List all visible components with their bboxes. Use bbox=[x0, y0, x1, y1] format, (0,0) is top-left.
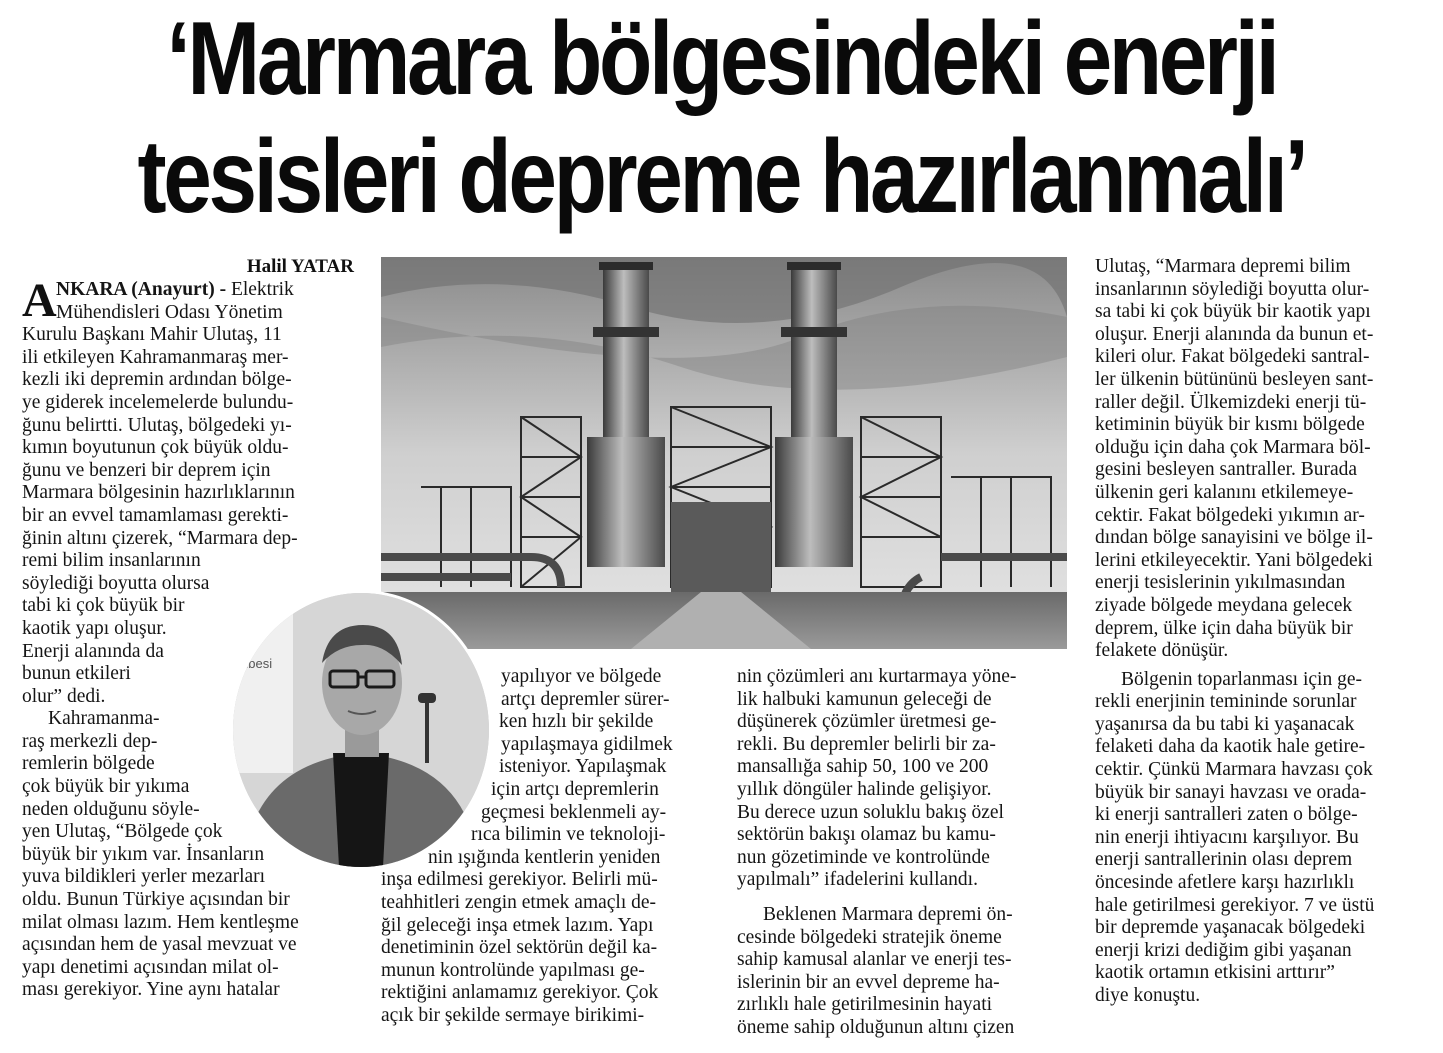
column-4-line: olduğu için daha çok Marmara böl- bbox=[1095, 436, 1371, 458]
column-4-line: Bölgenin toparlanması için ge- bbox=[1121, 668, 1362, 690]
column-4-line: oluşur. Enerji alanında da bunun et- bbox=[1095, 323, 1374, 345]
column-1-line: açısından hem de yasal mevzuat ve bbox=[22, 934, 297, 956]
column-4-line: sa tabi ki çok büyük bir kaotik yapı bbox=[1095, 301, 1371, 323]
column-3-line: islerinin bir an evvel depreme ha- bbox=[737, 971, 1000, 993]
column-2-line: artçı depremler sürer- bbox=[501, 688, 670, 710]
column-1-line: yen Ulutaş, “Bölgede çok bbox=[22, 821, 223, 843]
column-2-line: nin ışığında kentlerin yeniden bbox=[428, 846, 661, 868]
column-3-line: yapılmalı” ifadelerini kullandı. bbox=[737, 869, 978, 891]
headline-line-1: ‘Marmara bölgesindeki enerji bbox=[166, 1, 1277, 117]
power-plant-photo bbox=[381, 257, 1067, 649]
column-1-line: kezli iki depremin ardından bölge- bbox=[22, 369, 292, 391]
column-3-line: düşünerek çözümler üretmesi ge- bbox=[737, 711, 997, 733]
article-column-4 bbox=[1095, 256, 1430, 1008]
column-1-line: kımın boyutunun çok büyük oldu- bbox=[22, 437, 289, 459]
column-1-line: ğunu belirtti. Ulutaş, bölgedeki yı- bbox=[22, 414, 292, 436]
column-2-line: ğil geleceği inşa etmek lazım. Yapı bbox=[381, 914, 654, 936]
column-2-line: rıca bilimin ve teknoloji- bbox=[471, 824, 666, 846]
column-1-line: bir an evvel tamamlaması gerekti- bbox=[22, 504, 289, 526]
column-1-line: yuva bildikleri yerler mezarları bbox=[22, 866, 266, 888]
column-2-line: isteniyor. Yapılaşmak bbox=[499, 756, 667, 778]
column-1-line: tabi ki çok büyük bir bbox=[22, 595, 185, 617]
column-4-line: bir depremde yaşanacak bölgedeki bbox=[1095, 917, 1366, 939]
column-3-line: rekli. Bu depremler belirli bir za- bbox=[737, 733, 996, 755]
column-4-line: ketiminin büyük bir kısmı bölgede bbox=[1095, 414, 1365, 436]
column-1-line: neden olduğunu söyle- bbox=[22, 798, 200, 820]
column-1-line: Kurulu Başkanı Mahir Ulutaş, 11 bbox=[22, 324, 282, 346]
column-3-line: Beklenen Marmara depremi ön- bbox=[763, 903, 1013, 925]
headline-line-2: tesisleri depreme hazırlanmalı’ bbox=[137, 119, 1306, 235]
column-3-line: sektörün bakışı olamaz bu kamu- bbox=[737, 824, 996, 846]
column-3-line: lik halbuki kamunun geleceği de bbox=[737, 688, 992, 710]
column-1-line: Enerji alanında da bbox=[22, 640, 164, 662]
column-4-line: ziyade bölgede meydana gelecek bbox=[1095, 594, 1353, 616]
column-1-line: ması gerekiyor. Yine aynı hatalar bbox=[22, 979, 280, 1001]
column-3-line: nin çözümleri anı kurtarmaya yöne- bbox=[737, 666, 1017, 687]
drop-cap: A bbox=[22, 274, 57, 327]
column-4-line: diye konuştu. bbox=[1095, 985, 1201, 1006]
column-4-line: hale getirilmesi gerekiyor. 7 ve üstü bbox=[1095, 894, 1375, 916]
column-4-line: rekli enerjinin temininde sorunlar bbox=[1095, 691, 1357, 713]
column-2-line: yapılıyor ve bölgede bbox=[501, 666, 662, 687]
placeline: NKARA (Anayurt) - bbox=[56, 279, 227, 300]
column-3-line: öneme sahip olduğunun altını çizen bbox=[737, 1016, 1015, 1038]
column-1-line: raş merkezli dep- bbox=[22, 730, 158, 752]
byline: Halil YATAR bbox=[246, 256, 354, 277]
column-4-line: deprem, ülke için daha büyük bir bbox=[1095, 617, 1353, 639]
column-1-line: ye giderek incelemelerde bulundu- bbox=[22, 391, 294, 413]
column-4-line: Ulutaş, “Marmara depremi bilim bbox=[1095, 256, 1351, 277]
power-plant-illustration bbox=[381, 257, 1067, 649]
column-2-line: munun kontrolünde yapılması ge- bbox=[381, 959, 645, 981]
column-1-line: çok büyük bir yıkıma bbox=[22, 776, 190, 798]
column-1-line: söylediği boyutta olursa bbox=[22, 572, 210, 594]
column-2-line: rektiğini anlamamız gerekiyor. Çok bbox=[381, 982, 659, 1004]
column-1-line: yapı denetimi açısından milat ol- bbox=[22, 956, 279, 978]
column-3-line: mansallığa sahip 50, 100 ve 200 bbox=[737, 756, 989, 778]
column-4-line: cektir. Fakat bölgedeki yıkımın ar- bbox=[1095, 504, 1365, 526]
column-4-line: büyük bir sanayi havzası ve orada- bbox=[1095, 781, 1367, 803]
column-1-line: Kahramanma- bbox=[48, 708, 160, 730]
column-1-line: remi bilim insanlarının bbox=[22, 550, 201, 572]
column-1-line: oldu. Bunun Türkiye açısından bir bbox=[22, 889, 290, 911]
column-2-line: inşa edilmesi gerekiyor. Belirli mü- bbox=[381, 869, 658, 891]
column-4-line: kaotik ortamın etkisini arttırır” bbox=[1095, 962, 1335, 984]
column-4-line: felakete dönüşür. bbox=[1095, 640, 1229, 662]
column-2-line: ken hızlı bir şekilde bbox=[499, 711, 654, 733]
column-4-line: gesini besleyen santraller. Burada bbox=[1095, 459, 1358, 481]
column-1-line: kaotik yapı oluşur. bbox=[22, 617, 167, 639]
column-2-line: teahhitleri zengin etmek amaçlı de- bbox=[381, 891, 657, 913]
column-1-line: ğinin altını çizerek, “Marmara dep- bbox=[22, 527, 298, 549]
column-4-line: raller değil. Ülkemizdeki enerji tü- bbox=[1095, 391, 1367, 413]
column-1-line: ili etkileyen Kahramanmaraş mer- bbox=[22, 346, 289, 368]
column-4-line: cektir. Çünkü Marmara havzası çok bbox=[1095, 759, 1373, 781]
column-1-line: Mühendisleri Odası Yönetim bbox=[56, 301, 283, 323]
column-1-line: remlerin bölgede bbox=[22, 753, 155, 775]
column-1-line: olur” dedi. bbox=[22, 685, 106, 707]
column-4-line: felaketi daha da kaotik hale getire- bbox=[1095, 736, 1366, 758]
column-4-line: nin enerji ihtiyacını karşılıyor. Bu bbox=[1095, 826, 1359, 848]
column-2-line: yapılaşmaya gidilmek bbox=[501, 733, 673, 755]
column-4-line: insanlarının söylediği boyutta olur- bbox=[1095, 278, 1370, 300]
background-sign-text: ubesi bbox=[241, 656, 273, 671]
column-4-line: enerji santrallerinin olası deprem bbox=[1095, 849, 1353, 871]
column-4-line: öncesinde afetlere karşı hazırlıklı bbox=[1095, 872, 1355, 894]
column-2-line: geçmesi beklenmeli ay- bbox=[481, 801, 667, 823]
article-column-2 bbox=[381, 666, 711, 1028]
column-1-line: büyük bir yıkım var. İnsanların bbox=[22, 843, 265, 865]
column-1-line: Elektrik bbox=[226, 279, 294, 300]
column-4-line: ler ülkenin bütününü besleyen sant- bbox=[1095, 368, 1374, 390]
column-4-line: kileri olur. Fakat bölgedeki santral- bbox=[1095, 346, 1370, 368]
column-4-line: enerji krizi dediğim gibi yaşanan bbox=[1095, 939, 1352, 961]
column-1-line: bunun etkileri bbox=[22, 663, 131, 685]
column-3-line: Bu derece uzun soluklu bakış özel bbox=[737, 801, 1004, 823]
article-column-1 bbox=[22, 274, 357, 1002]
column-3-line: sahip kamusal alanlar ve enerji tes- bbox=[737, 949, 1012, 971]
column-4-line: lerini etkileyecektir. Yani bölgedeki bbox=[1095, 549, 1373, 571]
column-1-line: ğunu ve benzeri bir deprem için bbox=[22, 459, 271, 481]
column-4-line: dından bölge sanayisini ve bölge il- bbox=[1095, 527, 1373, 549]
column-4-line: yaşanırsa da bu tabi ki yaşanacak bbox=[1095, 713, 1355, 735]
column-3-line: zırlıklı hale getirilmesinin hayati bbox=[737, 994, 993, 1016]
article-column-3 bbox=[737, 666, 1067, 1040]
placeline-line bbox=[22, 279, 357, 302]
column-3-line: yıllık döngüler halinde gelişiyor. bbox=[737, 778, 992, 800]
column-4-line: ülkenin geri kalanını etkilemeye- bbox=[1095, 481, 1354, 503]
column-2-line: denetiminin özel sektörün değil ka- bbox=[381, 937, 658, 959]
column-1-line: Marmara bölgesinin hazırlıklarının bbox=[22, 482, 295, 504]
column-3-line: nun gözetiminde ve kontrolünde bbox=[737, 846, 990, 868]
column-2-line: için artçı depremlerin bbox=[491, 778, 659, 800]
column-1-line: milat olması lazım. Hem kentleşme bbox=[22, 911, 299, 933]
column-4-line: ki enerji santralleri zaten o bölge- bbox=[1095, 804, 1358, 826]
column-3-line: cesinde bölgedeki stratejik öneme bbox=[737, 926, 1002, 948]
column-4-line: enerji tesislerinin yıkılmasından bbox=[1095, 572, 1346, 594]
column-2-line: açık bir şekilde sermaye birikimi- bbox=[381, 1004, 645, 1026]
